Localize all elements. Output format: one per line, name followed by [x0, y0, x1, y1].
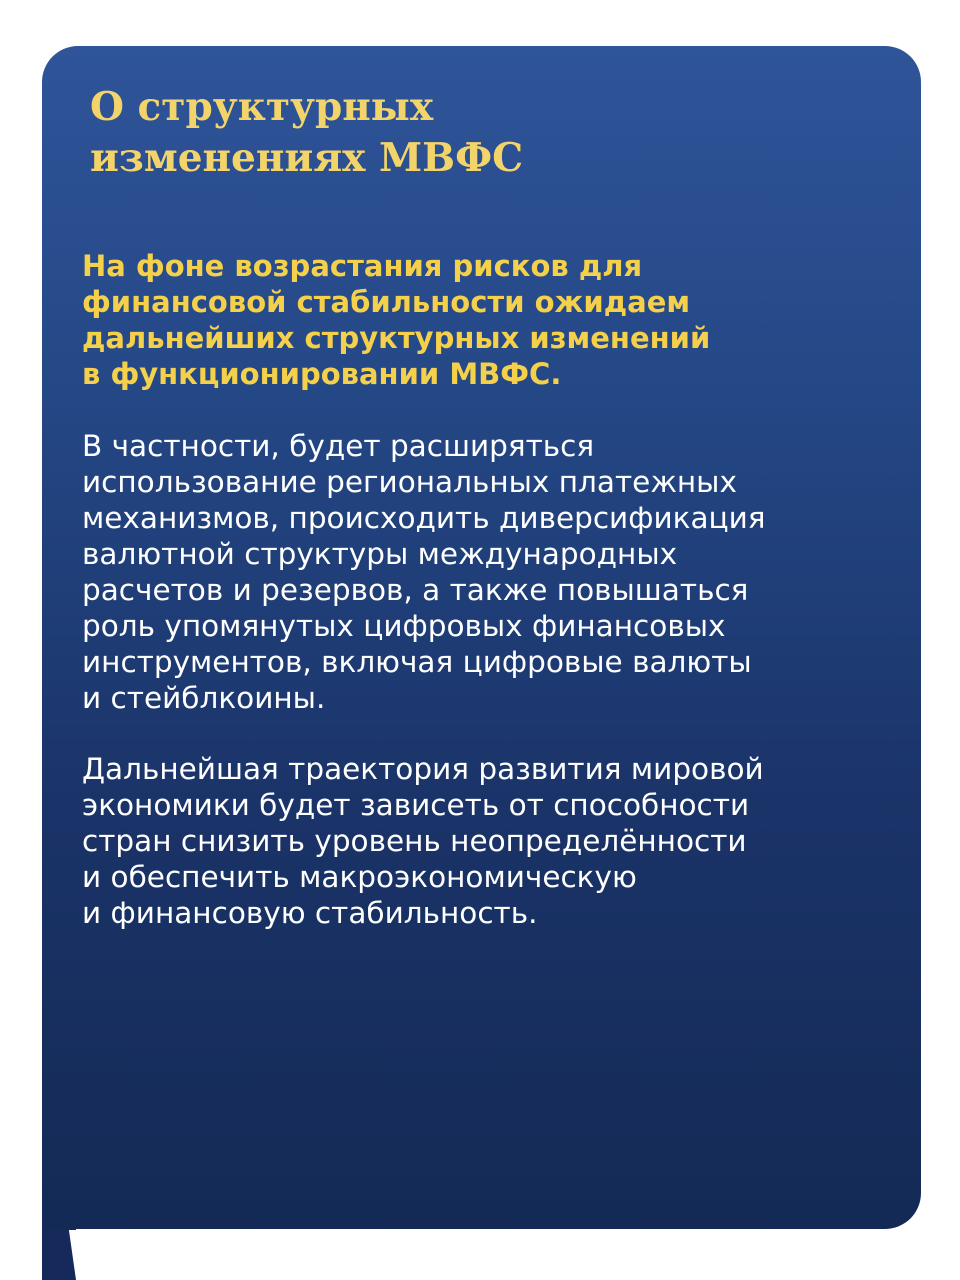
- lead-line: На фоне возрастания рисков для: [82, 249, 643, 283]
- paragraph-line: и обеспечить макроэкономическую: [82, 860, 637, 894]
- paragraph-line: и стейблкоины.: [82, 681, 326, 715]
- paragraph-line: В частности, будет расширяться: [82, 429, 595, 463]
- lead-line: в функционировании МВФС.: [82, 357, 562, 391]
- body-paragraph-2: [82, 751, 902, 931]
- paragraph-line: расчетов и резервов, а также повышаться: [82, 573, 749, 607]
- paragraph-line: Дальнейшая траектория развития мировой: [82, 752, 764, 786]
- paragraph-line: валютной структуры международных: [82, 537, 678, 571]
- paragraph-line: инструментов, включая цифровые валюты: [82, 645, 752, 679]
- title-line: изменениях МВФС: [90, 135, 524, 181]
- lead-paragraph: [82, 248, 882, 392]
- page-title: [90, 82, 790, 184]
- paragraph-line: стран снизить уровень неопределённости: [82, 824, 747, 858]
- paragraph-line: экономики будет зависеть от способности: [82, 788, 750, 822]
- body-paragraph-1: [82, 428, 902, 716]
- lead-line: дальнейших структурных изменений: [82, 321, 711, 355]
- paragraph-line: роль упомянутых цифровых финансовых: [82, 609, 726, 643]
- lead-line: финансовой стабильности ожидаем: [82, 285, 691, 319]
- paragraph-line: и финансовую стабильность.: [82, 896, 538, 930]
- paragraph-line: механизмов, происходить диверсификация: [82, 501, 766, 535]
- paragraph-line: использование региональных платежных: [82, 465, 737, 499]
- title-line: О структурных: [90, 84, 434, 130]
